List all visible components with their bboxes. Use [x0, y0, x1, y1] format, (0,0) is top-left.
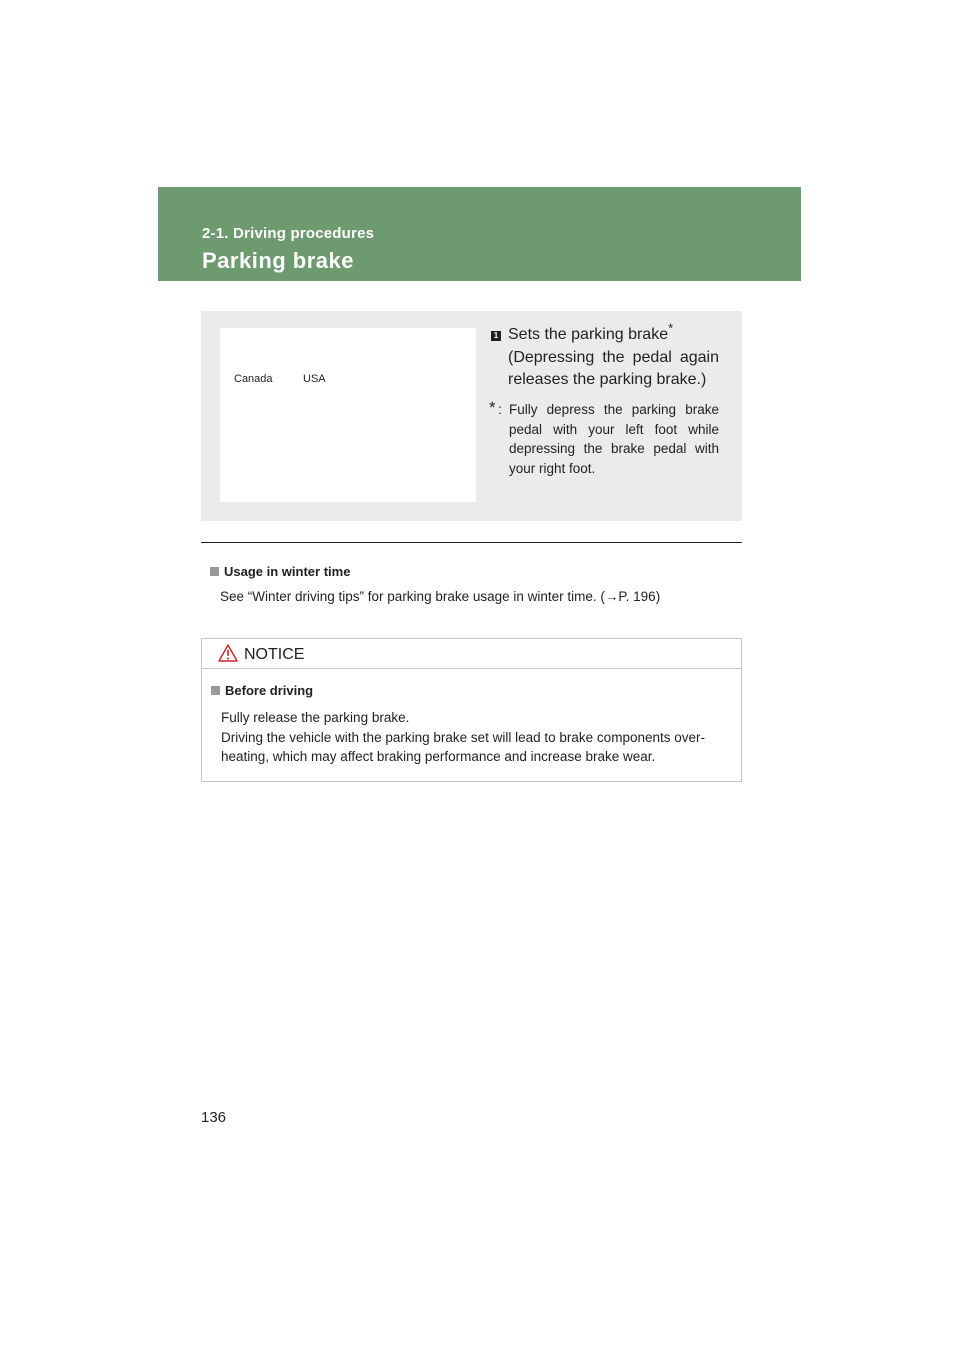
warning-triangle-icon: [218, 644, 238, 662]
usage-body: See “Winter driving tips” for parking brake usage in winter time. (→P. 196): [220, 589, 661, 604]
page-title: Parking brake: [202, 248, 355, 273]
notice-line: Fully release the parking brake.: [221, 710, 410, 725]
notice-body: [221, 708, 742, 767]
square-bullet-icon: [211, 686, 220, 695]
footnote-asterisk: *: [489, 398, 496, 417]
region-label-usa: USA: [303, 373, 326, 385]
notice-header: [202, 639, 741, 669]
page-number: 136: [201, 1109, 227, 1126]
footnote-colon: :: [498, 402, 502, 417]
illustration: [220, 328, 476, 502]
region-label-canada: Canada: [234, 373, 273, 385]
notice-box: [201, 638, 742, 782]
notice-line: Driving the vehicle with the parking brake set will lead to brake components over-: [221, 729, 705, 745]
figure-panel: [201, 311, 742, 521]
notice-line: heating, which may affect braking performance and increase brake wear.: [221, 749, 656, 764]
step-text: [508, 320, 719, 392]
section-divider: [201, 542, 742, 543]
footnote: [489, 400, 719, 478]
asterisk-marker: *: [668, 320, 674, 336]
section-title: 2-1. Driving procedures: [202, 225, 375, 242]
step-text-line: Sets the parking brake: [508, 326, 669, 343]
step-text-line: releases the parking brake.): [508, 371, 707, 388]
notice-heading-text: Before driving: [225, 683, 314, 698]
header-band: [158, 187, 801, 281]
usage-heading: [210, 564, 350, 579]
notice-heading: [211, 683, 313, 698]
footnote-text: Fully depress the parking brake pedal with your left foot while depressing the brake pedal with your right foot.: [509, 402, 719, 476]
notice-title: NOTICE: [244, 646, 305, 663]
step-number-badge: 1: [491, 331, 501, 341]
square-bullet-icon: [210, 567, 219, 576]
step-text-line: (Depressing the pedal again: [508, 348, 719, 366]
usage-heading-text: Usage in winter time: [224, 564, 351, 579]
